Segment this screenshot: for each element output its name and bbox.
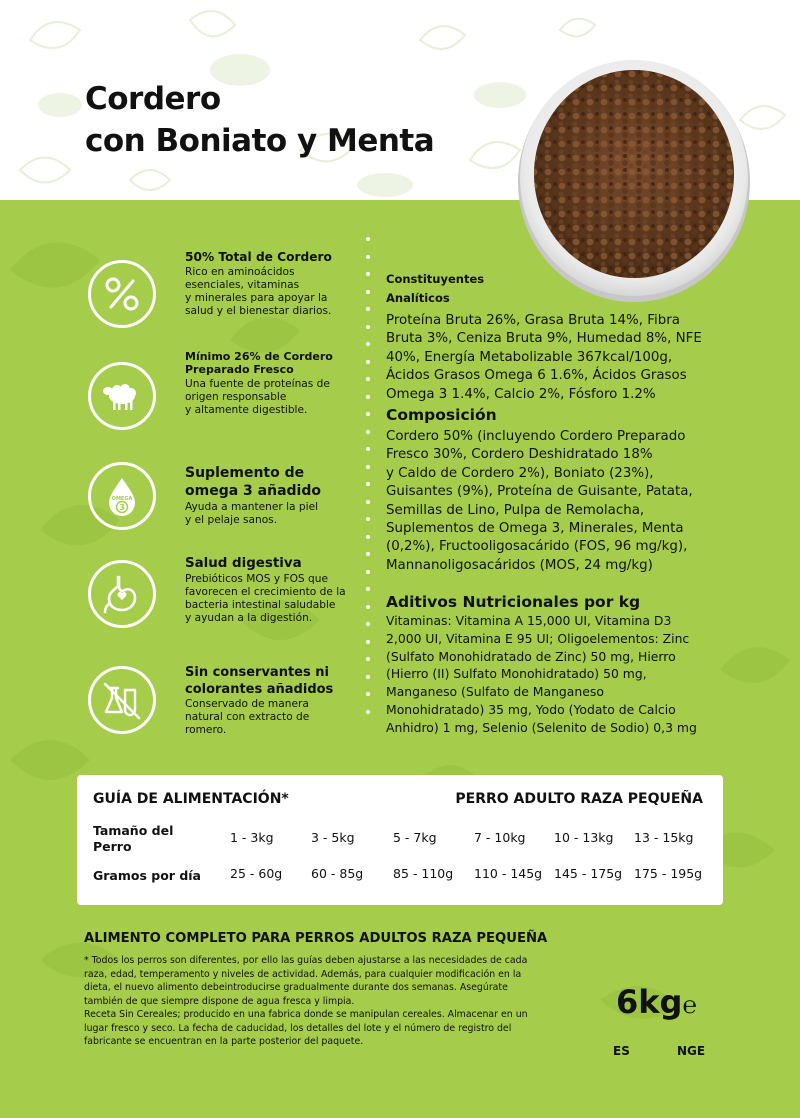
product-title-line1: Cordero <box>85 81 221 117</box>
product-title-line2: con Boniato y Menta <box>85 123 435 159</box>
feature-description: Una fuente de proteínas de origen responsable y altamente digestible. <box>185 378 330 416</box>
svg-text:OMEGA: OMEGA <box>111 496 133 502</box>
size-row-label: Tamaño del Perro <box>93 823 174 854</box>
stomach-icon <box>100 572 144 616</box>
composition-section <box>386 405 726 575</box>
percent-icon <box>100 272 144 316</box>
no-chemicals-icon <box>100 678 144 722</box>
omega3-drop-icon <box>100 474 144 518</box>
feature-no-preservatives <box>0 662 370 762</box>
additives-section <box>386 592 726 737</box>
feature-description: Ayuda a mantener la piel y el pelaje sanos. <box>185 501 319 526</box>
feeding-note: * Todos los perros son diferentes, por ello las guías deben ajustarse a las necesidades de cada raza, edad, temperamento y niveles de actividad. Además, para cualquier modificación en la dieta, el nuevo alimento debeintroducirse gradualmente durante dos semanas. Asegúrate también de que siempre dispone de agua fresca y limpia. Receta Sin Cereales; producido en una fabrica donde se manipulan cereales. Almacenar en un lugar fresco y seco. La fecha de caducidad, los detalles del lote y el número de registro del fabricante se encuentran en la parte posterior del paquete. <box>84 955 528 1047</box>
estimated-sign: ℮ <box>682 991 697 1019</box>
svg-text:3: 3 <box>119 503 125 512</box>
grams-cell: 175 - 195g <box>634 866 703 881</box>
feature-icon-circle <box>88 362 156 430</box>
feature-icon-circle <box>88 560 156 628</box>
feature-title: Salud digestiva <box>185 556 302 571</box>
grams-cell: 85 - 110g <box>393 866 454 881</box>
feature-title: Mínimo 26% de Cordero Preparado Fresco <box>185 350 333 376</box>
complete-food-heading: ALIMENTO COMPLETO PARA PERROS ADULTOS RAZA PEQUEÑA <box>84 931 548 946</box>
feeding-guide-subtitle: PERRO ADULTO RAZA PEQUEÑA <box>455 791 703 807</box>
grams-row-label: Gramos por día <box>93 868 201 883</box>
feeding-guide-title: GUÍA DE ALIMENTACIÓN* <box>93 791 289 807</box>
feature-icon-circle <box>88 666 156 734</box>
feature-title: 50% Total de Cordero <box>185 250 332 264</box>
size-cell: 13 - 15kg <box>634 830 694 845</box>
feeding-guide-table <box>77 775 723 905</box>
kibble-bowl-image <box>516 56 752 306</box>
feature-digestive-health <box>0 556 370 656</box>
net-weight <box>616 983 697 1021</box>
feature-title: Suplemento de omega 3 añadido <box>185 465 321 499</box>
composition-heading: Composición <box>386 406 497 424</box>
net-weight-value: 6kg <box>616 983 683 1021</box>
dotted-divider <box>366 237 372 727</box>
analytical-heading: Constituyentes Analíticos <box>386 272 485 305</box>
feature-fresh-lamb <box>0 350 370 450</box>
grams-cell: 60 - 85g <box>311 866 364 881</box>
additives-text: Vitaminas: Vitamina A 15,000 UI, Vitamina D3 2,000 UI, Vitamina E 95 UI; Oligoelementos: Zinc (Sulfato Monohidratado de Zinc) 50 mg, Hierro (Hierro (II) Sulfato Monohidratado) 50 mg, Manganeso (Sulfato de Manganeso Monohidratado) 35 mg, Yodo (Yodato de Calcio Anhidro) 1 mg, Selenio (Selenito de Sodio) 0,3 mg <box>386 613 697 735</box>
analytical-text: Proteína Bruta 26%, Grasa Bruta 14%, Fibra Bruta 3%, Ceniza Bruta 9%, Humedad 8%, NFE 40%, Energía Metabolizable 367kcal/100g, Ácidos Grasos Omega 6 1.6%, Ácidos Grasos Omega 3 1.4%, Calcio 2%, Fósforo 1.2% <box>386 313 702 402</box>
feature-description: Rico en aminoácidos esenciales, vitaminas y minerales para apoyar la salud y el bienestar diarios. <box>185 266 332 317</box>
product-title <box>85 78 434 162</box>
language-code-es: ES <box>613 1044 630 1058</box>
size-cell: 10 - 13kg <box>554 830 614 845</box>
feature-icon-circle <box>88 462 156 530</box>
grams-cell: 25 - 60g <box>230 866 283 881</box>
size-cell: 7 - 10kg <box>474 830 526 845</box>
feature-description: Conservado de manera natural con extracto de romero. <box>185 698 310 736</box>
composition-text: Cordero 50% (incluyendo Cordero Preparado Fresco 30%, Cordero Deshidratado 18% y Caldo de Cordero 2%), Boniato (23%), Guisantes (9%), Proteína de Guisante, Patata, Semillas de Lino, Pulpa de Remolacha, Suplementos de Omega 3, Minerales, Menta (0,2%), Fructooligosacárido (FOS, 96 mg/kg), Mannanoligosacáridos (MOS, 24 mg/kg) <box>386 429 693 573</box>
feature-icon-circle <box>88 260 156 328</box>
language-code-nge: NGE <box>677 1044 706 1058</box>
size-cell: 3 - 5kg <box>311 830 355 845</box>
feature-title: Sin conservantes ni colorantes añadidos <box>185 665 334 697</box>
grams-cell: 145 - 175g <box>554 866 623 881</box>
size-cell: 1 - 3kg <box>230 830 274 845</box>
sheep-icon <box>100 374 144 418</box>
additives-heading: Aditivos Nutricionales por kg <box>386 593 641 611</box>
feature-lamb-total <box>0 247 370 347</box>
feature-omega3 <box>0 462 370 562</box>
size-cell: 5 - 7kg <box>393 830 437 845</box>
feature-description: Prebióticos MOS y FOS que favorecen el crecimiento de la bacteria intestinal saludable y ayudan a la digestión. <box>185 573 346 624</box>
grams-cell: 110 - 145g <box>474 866 543 881</box>
